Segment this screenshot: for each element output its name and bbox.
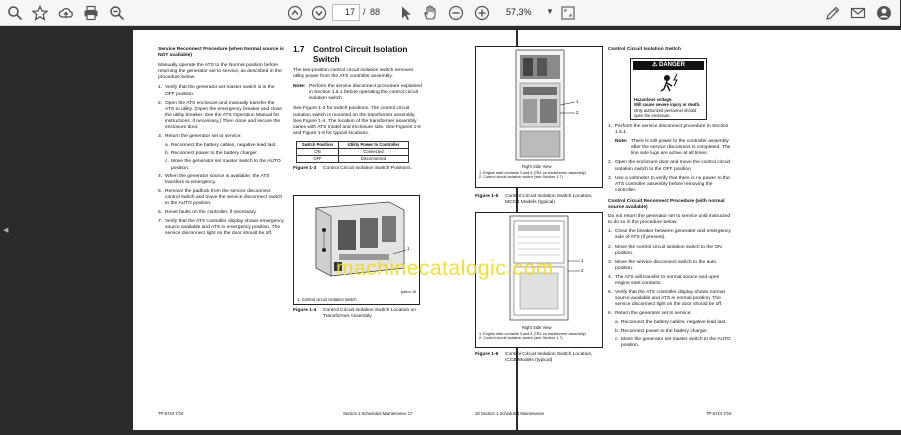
sub-step-letter: a. — [165, 143, 170, 149]
procedure-step — [158, 85, 284, 97]
figure-code: tp6xxx-18 — [400, 290, 416, 294]
step-number: 4. — [158, 173, 163, 179]
figure-1-5-box — [475, 46, 603, 188]
fit-page-icon[interactable] — [557, 2, 579, 24]
document-viewport[interactable] — [0, 26, 900, 435]
procedure-step — [608, 260, 732, 272]
paragraph: See Figure 1-3 for switch positions. The control circuit isolation switch is mounted on the transformer assembly. See Figure 1-4. The location of the transformer assembly varies with ATS model and enclosure size. See Figures 1-5 and Figure 1-6 for typical locations. — [293, 106, 421, 136]
step-text: Remove the padlock from the service disconnect control switch and move the service disconnect switch to the AUTO position. — [165, 188, 283, 206]
sub-step — [615, 320, 732, 326]
step-text: Move the service disconnect switch to the auto position. — [615, 259, 717, 271]
procedure-step — [608, 124, 732, 136]
next-page-icon[interactable] — [308, 2, 330, 24]
electric-shock-icon — [631, 72, 708, 92]
procedure-steps — [608, 229, 732, 349]
sub-step-letter: c. — [165, 159, 169, 165]
procedure-step — [608, 311, 732, 317]
table-cell: ON — [297, 148, 339, 155]
step-number: 1. — [608, 229, 613, 235]
note-text: There is still power to the controller assembly after the service disconnect is completed. The line side lugs are active at all times. — [631, 139, 731, 157]
step-text: Return the generator set to service: — [615, 311, 692, 317]
danger-title: DANGER — [659, 62, 686, 68]
sub-step-letter: a. — [615, 320, 620, 326]
step-number: 6. — [158, 210, 163, 216]
figure-1-4-box — [293, 195, 420, 305]
page-total: 88 — [370, 7, 381, 17]
page-footer-left: 18 Section 1 Scheduled Maintenance — [475, 411, 545, 416]
figure-label: Figure 1-6 — [475, 352, 499, 357]
procedure-step — [608, 176, 732, 194]
page-footer-right: TP-6744 7/10 — [706, 411, 732, 416]
procedure-step — [158, 134, 284, 140]
caption-text: Control Circuit Isolation Switch Location on Transformer Assembly — [323, 308, 416, 320]
sub-step-text: Reconnect power to the battery charger. — [171, 151, 258, 157]
note-label: Note: — [293, 84, 306, 90]
site-watermark: machinecatalogic.com — [336, 257, 554, 280]
table-header: Utility Power to Controller — [339, 141, 409, 148]
note-label: Note: — [615, 139, 628, 145]
zoom-plus-icon[interactable] — [471, 2, 493, 24]
table-header-row — [297, 141, 409, 148]
step-number: 2. — [608, 160, 613, 166]
figure-legend: 1. Control circuit isolation switch — [297, 297, 357, 302]
procedure-step — [608, 290, 732, 308]
sub-step-text: Move the generator set master switch to the AUTO position. — [171, 159, 281, 171]
svg-text:2: 2 — [576, 110, 579, 115]
step-text: The ATS will transfer to normal source and open engine start contacts. — [615, 274, 720, 286]
sign-pen-icon[interactable] — [822, 2, 844, 24]
section-heading: Service Reconnect Procedure (when Normal source is NOT available) — [158, 47, 284, 59]
figure-caption — [475, 352, 603, 364]
page-footer-left: TP-6744 7/10 — [158, 411, 184, 416]
step-number: 2. — [158, 100, 163, 106]
step-text: Close the breaker between generator and emergency side of ATS (if present). — [615, 229, 731, 241]
paragraph: Do not return the generator set to service until instructed to do so in the procedure below. — [608, 214, 731, 226]
step-text: When the generator source is available, the ATS transfers to emergency. — [165, 173, 270, 185]
step-text: Perform the service disconnect procedure in Section 1.6.1. — [615, 124, 729, 136]
procedure-steps — [158, 85, 284, 237]
previous-page-icon[interactable] — [284, 2, 306, 24]
table-cell: OFF — [297, 155, 339, 162]
left-arrow-icon[interactable]: ◀ — [3, 227, 9, 234]
user-account-icon[interactable] — [873, 2, 895, 24]
procedure-step — [608, 160, 732, 172]
svg-text:1: 1 — [407, 246, 410, 251]
hand-tool-icon[interactable] — [419, 2, 441, 24]
paragraph: The two-position control circuit isolation switch removes utility power from the ATS controller assembly. — [293, 68, 414, 80]
sub-step — [615, 329, 732, 335]
table-row — [297, 155, 409, 162]
procedure-step — [158, 219, 284, 237]
step-number: 3. — [608, 259, 613, 265]
sub-step-letter: b. — [615, 328, 620, 334]
step-number: 3. — [158, 134, 163, 140]
svg-text:2: 2 — [581, 268, 584, 273]
step-number: 1. — [158, 85, 163, 91]
section-title: Control Circuit Isolation Switch — [313, 44, 408, 64]
step-number: 6. — [608, 311, 613, 317]
search-icon[interactable] — [4, 2, 26, 24]
legend-item: 2. Control circuit isolation switch (see Section 1.7) — [479, 336, 563, 341]
svg-text:1: 1 — [581, 258, 584, 263]
step-number: 7. — [158, 219, 163, 225]
figure-caption — [293, 308, 420, 320]
sub-step — [165, 143, 284, 149]
service-reconnect-column — [158, 47, 284, 240]
procedure-step — [158, 101, 284, 131]
step-number: 4. — [608, 274, 613, 280]
step-number: 5. — [608, 290, 613, 296]
step-text: Verify that the ATS controller display shows emergency source available and ATS in emergency position. The service disconnect light on the door should be off. — [165, 219, 284, 237]
sub-step — [165, 159, 284, 171]
note — [293, 84, 425, 102]
step-text: Verify that the ATS controller display shows normal source available and ATS in normal position. The service disconnect light on the door should be off. — [615, 290, 725, 308]
figure-label: Figure 1-3 — [293, 165, 317, 171]
page-number-input[interactable]: 17 — [332, 4, 360, 21]
sub-step-letter: b. — [165, 151, 170, 157]
svg-text:1: 1 — [576, 99, 579, 104]
step-text: Open the ATS enclosure and manually transfer the ATS to utility. (Open the emergency breaker and close the utility breaker. See the ATS Operation Manual for instructions, if necessary.) Then close and secure the enclosure door. — [165, 100, 282, 131]
mccb-enclosure-illustration — [476, 47, 602, 165]
pdf-page-18 — [475, 30, 901, 430]
bookmark-star-icon[interactable] — [29, 2, 51, 24]
step-text: Verify that the generator set master switch is in the OFF position. — [165, 85, 275, 97]
step-number: 5. — [158, 188, 163, 194]
chevron-down-icon[interactable]: ▼ — [546, 7, 554, 16]
figure-caption — [475, 194, 603, 206]
procedure-step — [158, 174, 284, 186]
step-text: Open the enclosure door and move the control circuit isolation switch to the OFF position. — [615, 160, 730, 172]
sub-step-text: Reconnect the battery cables, negative lead last. — [171, 143, 277, 149]
page-footer-right: Section 1 Scheduled Maintenance 17 — [343, 411, 413, 416]
danger-text: Hazardous voltage. — [634, 97, 673, 102]
sub-step-text: Reconnect the battery cables, negative lead last. — [621, 320, 727, 326]
sub-step-text: Move the generator set master switch to the AUTO position. — [621, 336, 731, 348]
control-circuit-column — [293, 44, 425, 172]
procedure-step — [608, 275, 732, 287]
figure-caption — [293, 166, 425, 172]
zoom-level-select[interactable]: 57,3% — [506, 7, 532, 17]
view-label: Right Side View — [522, 164, 552, 169]
caption-text: Control Circuit Isolation Switch Location, ICCB Models (typical) — [505, 352, 593, 364]
note — [615, 139, 732, 157]
step-text: Move the control circuit isolation switch to the ON position. — [615, 244, 722, 256]
section-number: 1.7 — [293, 44, 305, 54]
legend-item: 2. Control circuit isolation switch (see Section 1.7) — [479, 175, 563, 180]
legend-item: 1. Engine start contacts 3 and 4 (TB1 on transformer assembly) — [479, 332, 586, 336]
sub-step — [615, 337, 732, 349]
procedure-step — [608, 245, 732, 257]
sub-step-letter: c. — [615, 336, 619, 342]
zoom-minus-icon[interactable] — [445, 2, 467, 24]
figure-legend — [479, 171, 601, 180]
isolation-steps-column — [608, 124, 732, 351]
pdf-page-17 — [133, 30, 516, 430]
step-number: 1. — [608, 124, 613, 129]
table-row — [297, 148, 409, 155]
procedure-step — [158, 210, 284, 216]
pdf-toolbar — [0, 0, 900, 26]
caption-text: Control Circuit Isolation Switch Positions. — [323, 165, 412, 171]
zoom-out-icon[interactable] — [106, 2, 128, 24]
sub-step-text: Reconnect power to the battery charger. — [621, 328, 708, 334]
table-header: Switch Position — [297, 141, 339, 148]
danger-text: Will cause severe injury or death. — [634, 102, 701, 107]
section-heading: Control Circuit Isolation Switch — [608, 47, 681, 52]
isolation-procedure-column — [608, 47, 732, 53]
step-number: 3. — [608, 175, 613, 181]
procedure-steps — [608, 124, 732, 194]
email-icon[interactable] — [847, 2, 869, 24]
table-cell: Connected — [339, 148, 409, 155]
warning-triangle-icon: ⚠ — [651, 62, 658, 68]
step-text: Return the generator set to service: — [165, 134, 242, 140]
sub-step — [165, 151, 284, 157]
procedure-step — [158, 189, 284, 207]
figure-label: Figure 1-4 — [293, 308, 317, 313]
step-text: Reset faults on the controller, if necessary. — [165, 210, 257, 216]
figure-label: Figure 1-5 — [475, 194, 499, 199]
caption-text: Control Circuit Isolation Switch Location, MCCB Models (typical) — [505, 194, 593, 206]
select-cursor-icon[interactable] — [395, 2, 417, 24]
paragraph: Manually operate the ATS to the Normal position before returning the generator set to service, as described in the procedure below. — [158, 63, 282, 81]
step-text: Use a voltmeter to verify that there is no power to the ATS controller assembly before removing the controller. — [615, 175, 730, 193]
switch-position-table — [296, 141, 409, 163]
view-label: Right Side View — [522, 325, 552, 330]
print-icon[interactable] — [80, 2, 102, 24]
legend-item: 1. Engine start contacts 3 and 4 (TB1 on transformer assembly) — [479, 171, 586, 175]
upload-cloud-icon[interactable] — [55, 2, 77, 24]
note-text: Perform the service disconnect procedure explained in Section 1.6.1 before operating the control circuit isolation switch. — [309, 84, 422, 102]
danger-header — [633, 61, 704, 70]
step-number: 2. — [608, 244, 613, 250]
table-cell: Disconnected — [339, 155, 409, 162]
danger-text: Only authorized personnel should open the enclosure. — [634, 108, 697, 118]
page-separator: / — [363, 7, 366, 17]
danger-warning-box — [630, 58, 707, 120]
procedure-step — [608, 229, 732, 241]
section-heading: Control Circuit Reconnect Procedure (with normal source available) — [608, 198, 725, 211]
figure-legend — [479, 332, 601, 341]
